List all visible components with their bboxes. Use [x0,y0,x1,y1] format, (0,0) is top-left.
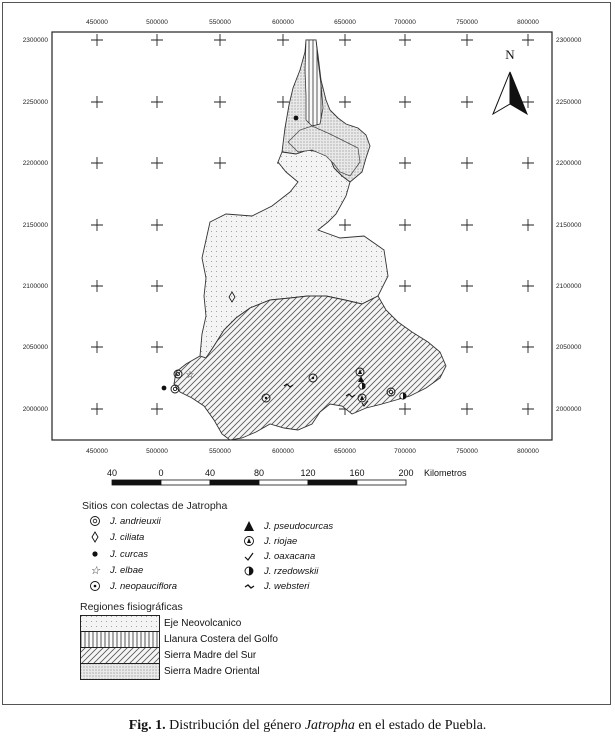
x-tick-label-top: 750000 [456,19,478,26]
x-tick-label-bottom: 700000 [394,448,416,455]
legend-item-j-pseudocurcas [242,520,333,532]
x-tick-label-top: 650000 [334,19,356,26]
caption-text-after: en el estado de Puebla. [354,718,487,733]
triangle-icon [242,520,256,532]
legend-label: J. ciliata [110,531,145,543]
legend-item-j-andrieuxii [88,515,161,527]
legend-item-j-websteri [242,580,309,592]
legend-region-eje-neovolcanico [80,615,241,632]
legend-label: J. riojae [264,535,298,547]
x-tick-label-top: 700000 [394,19,416,26]
y-tick-label-right: 2200000 [556,160,582,167]
figure-caption [0,718,615,734]
x-tick-label-top: 600000 [272,19,294,26]
y-tick-label-left: 2250000 [22,99,48,106]
regions-legend-title: Regiones fisiográficas [80,601,183,613]
x-tick-label-top: 450000 [86,19,108,26]
legend-item-j-ciliata [88,531,144,543]
site-j-curcas [294,116,299,121]
circle-triangle-icon [242,535,256,547]
scale-segment [112,480,161,485]
site-j-rzedowskii [400,393,406,399]
legend-item-j-elbae [88,564,143,576]
scale-tick-label: 200 [398,468,414,478]
y-tick-label-left: 2100000 [22,283,48,290]
star-icon [88,564,102,576]
y-tick-label-left: 2150000 [22,222,48,229]
site-j-curcas [162,386,167,391]
dot-icon [88,548,102,560]
y-tick-label-right: 2300000 [556,37,582,44]
legend-region-llanura-costera [80,631,278,648]
x-tick-label-bottom: 600000 [272,448,294,455]
dots-light-swatch [80,615,160,632]
y-tick-label-left: 2300000 [22,37,48,44]
y-tick-label-left: 2000000 [22,406,48,413]
diagonal-lines-swatch [80,647,160,664]
legend-label: J. websteri [264,580,310,592]
y-tick-label-right: 2100000 [556,283,582,290]
legend-item-j-riojae [242,535,297,547]
x-tick-label-top: 550000 [209,19,231,26]
legend-item-j-curcas [88,548,148,560]
x-tick-label-bottom: 450000 [86,448,108,455]
double-circle-icon [88,515,102,527]
scale-segment [210,480,259,485]
y-tick-label-right: 2050000 [556,344,582,351]
legend-label: J. curcas [110,548,149,560]
site-j-elbae [186,370,195,381]
legend-region-sierra-madre-oriental [80,663,260,680]
x-tick-label-top: 800000 [517,19,539,26]
region-label: Sierra Madre del Sur [164,650,257,661]
squiggle-icon [242,580,256,592]
y-tick-label-right: 2150000 [556,222,582,229]
scale-bar [107,468,467,485]
svg-text:☆: ☆ [185,370,195,381]
x-tick-label-bottom: 500000 [146,448,168,455]
legend-label: J. pseudocurcas [264,520,334,532]
half-circle-icon [242,565,256,577]
legend-label: J. oaxacana [264,550,316,562]
x-tick-label-bottom: 650000 [334,448,356,455]
legend-item-j-oaxacana [242,550,315,562]
diamond-icon [88,531,102,543]
legend-item-j-rzedowskii [242,565,318,577]
y-tick-label-right: 2000000 [556,406,582,413]
y-tick-label-left: 2050000 [22,344,48,351]
caption-text-before: Distribución del género [165,718,305,733]
site-j-rzedowskii [359,383,365,389]
legend-label: J. rzedowskii [264,565,319,577]
scale-segment [357,480,406,485]
dots-dense-swatch [80,663,160,680]
scale-tick-label: 120 [300,468,316,478]
scale-tick-label: 0 [158,468,164,478]
species-legend-title: Sitios con colectas de Jatropha [82,500,228,512]
circle-dot-icon [88,580,102,592]
y-tick-label-right: 2250000 [556,99,582,106]
scale-segment [308,480,357,485]
scale-tick-label: 160 [349,468,365,478]
scale-segment [259,480,308,485]
legend-item-j-neopauciflora [88,580,177,592]
y-tick-label-left: 2200000 [22,160,48,167]
scale-segment [161,480,210,485]
legend-label: J. neopauciflora [110,580,178,592]
caption-genus: Jatropha [304,718,355,733]
north-label: N [505,47,515,62]
scale-tick-label: 80 [253,468,265,478]
check-icon [242,550,256,562]
x-tick-label-top: 500000 [146,19,168,26]
legend-label: J. andrieuxii [110,515,161,527]
svg-text:☆: ☆ [90,565,100,576]
scale-unit-label: Kilometros [424,468,467,478]
caption-label: Fig. 1. [128,718,166,733]
region-label: Sierra Madre Oriental [164,666,260,677]
region-label: Llanura Costera del Golfo [164,634,278,645]
scale-tick-label: 40 [204,468,216,478]
x-tick-label-bottom: 750000 [456,448,478,455]
scale-tick-label: 40 [106,468,118,478]
region-label: Eje Neovolcanico [164,618,242,629]
x-tick-label-bottom: 550000 [209,448,231,455]
vertical-lines-swatch [80,631,160,648]
legend-label: J. elbae [110,564,144,576]
legend-region-sierra-madre-del-sur [80,647,256,664]
x-tick-label-bottom: 800000 [517,448,539,455]
